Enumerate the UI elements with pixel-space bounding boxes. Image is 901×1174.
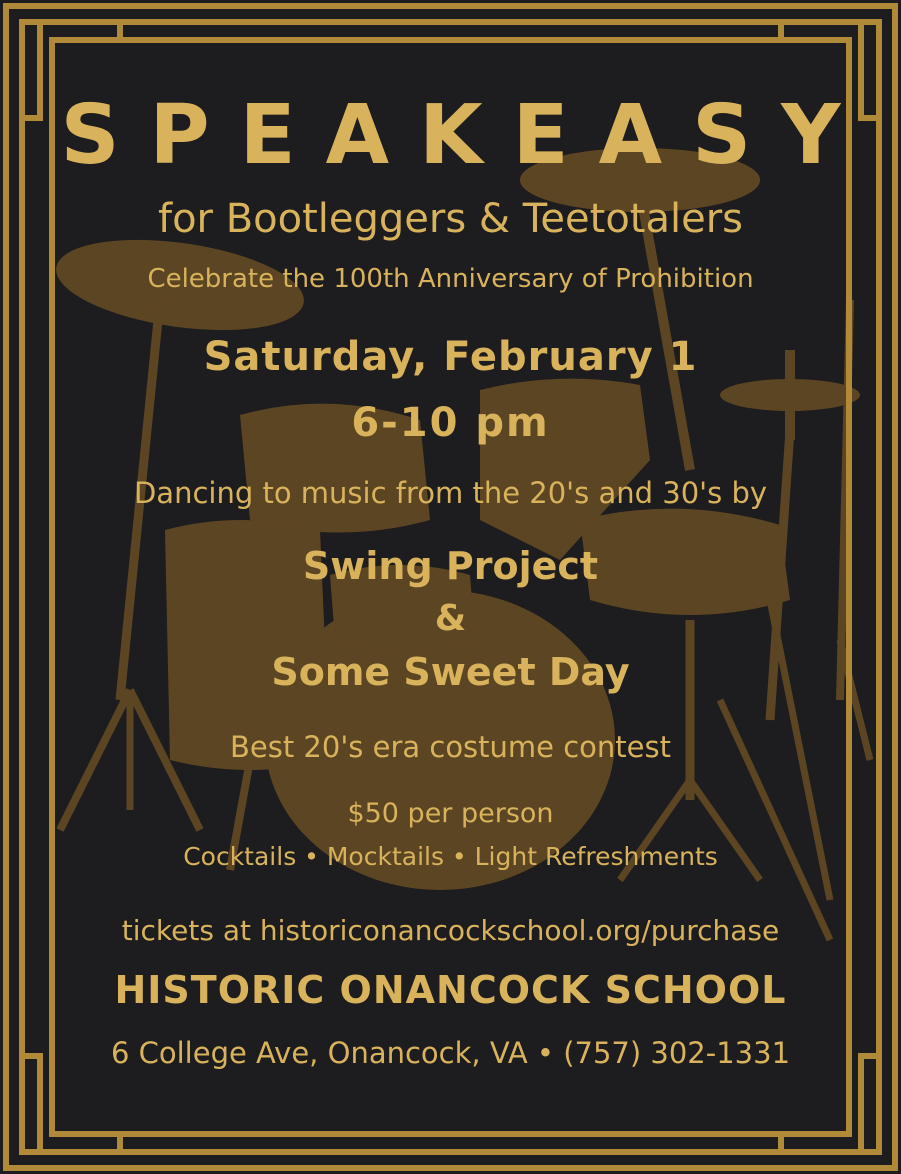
celebration-tagline: Celebrate the 100th Anniversary of Prohibition: [147, 264, 754, 294]
event-date: Saturday, February 1: [203, 334, 698, 380]
event-title: SPEAKEASY: [60, 88, 871, 183]
costume-contest: Best 20's era costume contest: [229, 730, 671, 764]
band-name-swing-project: Swing Project: [302, 544, 599, 588]
tickets-url[interactable]: tickets at historiconancockschool.org/purchase: [121, 914, 780, 947]
event-subtitle: for Bootleggers & Teetotalers: [157, 196, 744, 242]
ticket-price: $50 per person: [347, 798, 554, 829]
venue-name: HISTORIC ONANCOCK SCHOOL: [114, 968, 787, 1012]
refreshments-list: Cocktails • Mocktails • Light Refreshments: [183, 842, 718, 871]
venue-address-phone: 6 College Ave, Onancock, VA • (757) 302-1331: [110, 1036, 791, 1070]
band-ampersand: &: [434, 598, 467, 639]
event-time: 6-10 pm: [351, 400, 550, 446]
dancing-description: Dancing to music from the 20's and 30's by: [133, 476, 768, 510]
band-name-some-sweet-day: Some Sweet Day: [271, 650, 630, 694]
